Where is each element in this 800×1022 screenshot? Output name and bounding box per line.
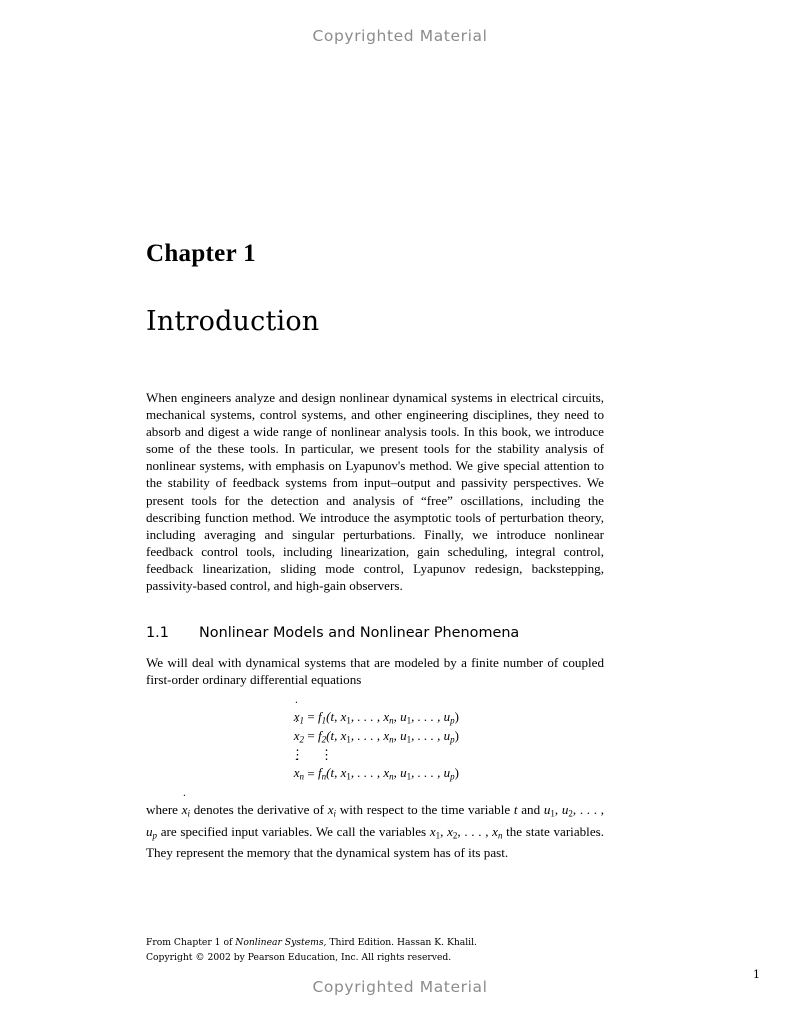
copyright-footer	[146, 936, 616, 965]
equation-row	[291, 726, 459, 745]
equation-row	[291, 764, 459, 783]
footer-line-1: From Chapter 1 of Nonlinear Systems, Third Edition. Hassan K. Khalil.	[146, 937, 477, 948]
equation-relation: =	[307, 708, 315, 724]
equation-lhs: ˙ $x_n$	[291, 764, 304, 783]
section-title: Nonlinear Models and Nonlinear Phenomena	[199, 625, 520, 642]
section-number: 1.1	[146, 625, 169, 642]
equation-system	[146, 707, 604, 783]
chapter-label: Chapter 1	[146, 240, 256, 267]
equation-vdots-spacer	[304, 746, 318, 765]
watermark-bottom: Copyrighted Material	[312, 978, 488, 996]
equation-rhs: $f_1(t$, x1, . . . , $x_n$, u1, . . . , $u_p$)	[318, 708, 459, 726]
equation-table	[291, 707, 459, 783]
equation-lhs: ˙ $x_2$	[291, 726, 304, 745]
watermark-top: Copyrighted Material	[312, 27, 488, 45]
equation-relation: =	[307, 765, 315, 781]
equation-row	[291, 707, 459, 726]
intro-paragraph: When engineers analyze and design nonlinear dynamical systems in electrical circuits, mechanical systems, control systems, and other engineering disciplines, they need to absorb and digest a wide range of nonlinear analysis tools. In this book, we introduce some of the these tools. In particular, we present tools for the stability analysis of nonlinear systems, with emphasis on Lyapunov's method. We give special attention to the stability of feedback systems from input–output and passivity perspectives. We present tools for the detection and analysis of “free” oscillations, including the describing function method. We introduce the asymptotic tools of perturbation theory, including averaging and singular perturbations. Finally, we introduce nonlinear feedback control tools, including linearization, gain scheduling, integral control, feedback linearization, sliding mode control, Lyapunov redesign, backstepping, passivity-based control, and high-gain observers.	[146, 390, 604, 594]
equation-rhs: $f_n(t$, x1, . . . , $x_n$, u1, . . . , $u_p$)	[318, 765, 459, 782]
equation-vdots-lhs: ⋮	[291, 746, 305, 762]
equation-vdots-rhs: ⋮	[320, 746, 334, 762]
section-paragraph-2: where ˙ $x_i$ denotes the derivative of $x_i$ with respect to the time variable t and u1, u2, . . . , $u_p$ are specified input variables. We call the variables x1, x2, . . . , $x_n$ the state variables. They represent the memory that the dynamical system has of its past.	[146, 801, 604, 861]
equation-ellipsis-row	[291, 746, 459, 765]
page-number: 1	[753, 968, 760, 981]
equation-lhs: ˙ $x_1$	[291, 707, 304, 726]
section-heading	[146, 625, 604, 641]
page-content	[146, 240, 604, 876]
equation-relation: =	[307, 727, 315, 743]
chapter-title: Introduction	[146, 306, 320, 337]
section-paragraph-1: We will deal with dynamical systems that are modeled by a finite number of coupled first-order ordinary differential equations	[146, 655, 604, 688]
footer-line-2: Copyright © 2002 by Pearson Education, Inc. All rights reserved.	[146, 951, 452, 963]
equation-rhs: $f_2(t$, x1, . . . , $x_n$, u1, . . . , $u_p$)	[318, 727, 459, 745]
